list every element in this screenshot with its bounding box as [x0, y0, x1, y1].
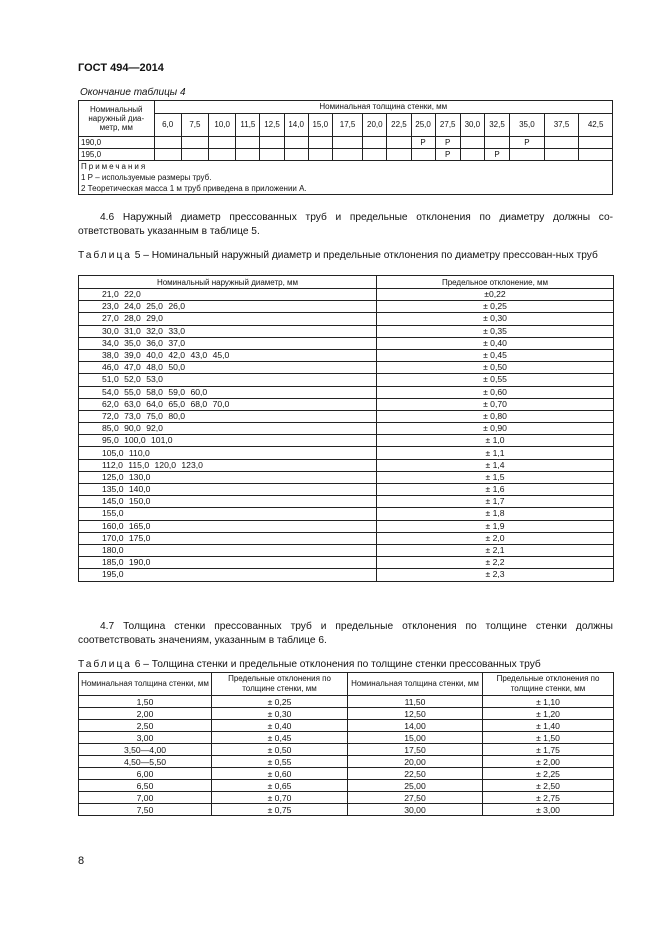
table-row	[79, 744, 614, 756]
table-row	[79, 569, 614, 581]
paragraph-4-6: 4.6 Наружный диаметр прессованных труб и предельные отклонения по диаметру должны со-ответствовать указанным в таблице 5.	[78, 212, 613, 237]
table5-diameters: 125,0 130,0	[79, 471, 377, 483]
table4-mark-cell	[484, 137, 509, 149]
table4-mark-cell	[387, 149, 411, 161]
table5-diameters: 85,0 90,0 92,0	[79, 423, 377, 435]
table-row	[79, 435, 614, 447]
table4-mark-cell	[308, 149, 332, 161]
table5-deviation: ± 0,40	[377, 337, 614, 349]
table4-mark-cell	[332, 149, 362, 161]
table5-diameters: 72,0 73,0 75,0 80,0	[79, 410, 377, 422]
table-row	[79, 696, 614, 708]
page-number: 8	[78, 855, 85, 867]
table4-thickness-cell: 17,5	[332, 114, 362, 137]
table-row	[79, 301, 614, 313]
table-row	[79, 792, 614, 804]
table-row	[79, 780, 614, 792]
table4-mark-cell: Р	[435, 137, 460, 149]
table4-mark-cell	[308, 137, 332, 149]
table-row	[79, 447, 614, 459]
table5-deviation: ± 0,25	[377, 301, 614, 313]
table5-diameters: 34,0 35,0 36,0 37,0	[79, 337, 377, 349]
table4-mark-cell	[181, 137, 208, 149]
table6-deviation-1: ± 0,70	[212, 792, 348, 804]
table6-header-thickness-2: Номинальная толщина стенки, мм	[348, 673, 483, 696]
table5-caption-word: Таблица	[78, 250, 132, 261]
table6-deviation-1: ± 0,30	[212, 708, 348, 720]
table5-diameters: 180,0	[79, 544, 377, 556]
table6-thickness-1: 1,50	[79, 696, 212, 708]
table6-deviation-1: ± 0,50	[212, 744, 348, 756]
table4-note: 2 Теоретическая масса 1 м труб приведена в приложении А.	[79, 183, 613, 195]
table4-mark-cell	[284, 137, 308, 149]
table6-thickness-1: 2,00	[79, 708, 212, 720]
table4-mark-cell: Р	[411, 137, 435, 149]
table5-deviation: ± 1,4	[377, 459, 614, 471]
table4-mark-cell	[209, 149, 236, 161]
table6-caption-text: 6 – Толщина стенки и предельные отклонения по толщине стенки прессованных труб	[131, 659, 541, 670]
table-row	[79, 720, 614, 732]
table-row	[79, 768, 614, 780]
table4-mark-cell	[411, 149, 435, 161]
table6-thickness-1: 2,50	[79, 720, 212, 732]
table5-deviation: ± 0,80	[377, 410, 614, 422]
paragraph-4-7: 4.7 Толщина стенки прессованных труб и предельные отклонения по толщине стенки должны соответствовать значениям, указанным в таблице 6.	[78, 621, 613, 646]
table4-mark-cell	[460, 137, 484, 149]
table6-deviation-1: ± 0,45	[212, 732, 348, 744]
table6-header-thickness-1: Номинальная толщина стенки, мм	[79, 673, 212, 696]
table4-thickness-cell: 7,5	[181, 114, 208, 137]
table4-notes-title-row	[79, 161, 613, 173]
table4-thickness-cell: 27,5	[435, 114, 460, 137]
table4-thickness-cell: 30,0	[460, 114, 484, 137]
table-row	[79, 149, 613, 161]
table5-deviation: ± 1,9	[377, 520, 614, 532]
table4-mark-cell	[236, 149, 260, 161]
table-row	[79, 804, 614, 816]
table6-deviation-2: ± 1,75	[483, 744, 614, 756]
table5-diameters: 54,0 55,0 58,0 59,0 60,0	[79, 386, 377, 398]
table4-row-header: Номинальный наружный диа-метр, мм	[79, 101, 155, 137]
table5-diameters: 195,0	[79, 569, 377, 581]
table6-deviation-2: ± 2,25	[483, 768, 614, 780]
table6-deviation-2: ± 2,50	[483, 780, 614, 792]
table4-mark-cell: Р	[510, 137, 545, 149]
table4-mark-cell	[579, 137, 613, 149]
table5-deviation: ± 1,5	[377, 471, 614, 483]
table4-thickness-cell: 35,0	[510, 114, 545, 137]
table6-deviation-2: ± 3,00	[483, 804, 614, 816]
table4-mark-cell	[154, 149, 181, 161]
table4-mark-cell: Р	[435, 149, 460, 161]
table6-deviation-1: ± 0,60	[212, 768, 348, 780]
table-row	[79, 557, 614, 569]
table6-deviation-2: ± 1,10	[483, 696, 614, 708]
table5-deviation: ± 1,6	[377, 484, 614, 496]
table6-deviation-2: ± 2,00	[483, 756, 614, 768]
table-row	[79, 398, 614, 410]
table4-thickness-cell: 12,5	[260, 114, 284, 137]
table5-diameters: 105,0 110,0	[79, 447, 377, 459]
table6-caption	[78, 659, 613, 671]
table5-caption-text: 5 – Номинальный наружный диаметр и предельные отклонения по диаметру прессован-ных труб	[131, 250, 598, 261]
table5-deviation: ± 0,35	[377, 325, 614, 337]
table6-thickness-1: 7,50	[79, 804, 212, 816]
table-row	[79, 756, 614, 768]
table5-diameters: 62,0 63,0 64,0 65,0 68,0 70,0	[79, 398, 377, 410]
table5-deviation: ±0,22	[377, 289, 614, 301]
table4-mark-cell	[154, 137, 181, 149]
table5-diameters: 170,0 175,0	[79, 532, 377, 544]
table4-diameter-cell: 190,0	[79, 137, 155, 149]
table4-mark-cell	[363, 149, 387, 161]
table5-deviation: ± 0,30	[377, 313, 614, 325]
table6-deviation-2: ± 1,20	[483, 708, 614, 720]
table4-diameter-cell: 195,0	[79, 149, 155, 161]
table-row	[79, 508, 614, 520]
table4-note: 1 Р – используемые размеры труб.	[79, 172, 613, 183]
table5-diameters: 155,0	[79, 508, 377, 520]
table4-mark-cell	[579, 149, 613, 161]
table5-diameters: 112,0 115,0 120,0 123,0	[79, 459, 377, 471]
table5-header-diameter: Номинальный наружный диаметр, мм	[79, 276, 377, 289]
table5-diameters: 27,0 28,0 29,0	[79, 313, 377, 325]
table4-header-row	[79, 101, 613, 114]
table-row	[79, 325, 614, 337]
table6-deviation-1: ± 0,65	[212, 780, 348, 792]
table5-deviation: ± 1,7	[377, 496, 614, 508]
table4-thickness-cell: 10,0	[209, 114, 236, 137]
table4-thickness-cell: 37,5	[544, 114, 579, 137]
table6-header-deviation-2: Предельные отклонения по толщине стенки, мм	[483, 673, 614, 696]
table6-thickness-2: 30,00	[348, 804, 483, 816]
table5-caption	[78, 250, 613, 262]
table-row	[79, 496, 614, 508]
table5-deviation: ± 2,3	[377, 569, 614, 581]
table-row	[79, 708, 614, 720]
table6-thickness-1: 4,50—5,50	[79, 756, 212, 768]
table5-diameters: 30,0 31,0 32,0 33,0	[79, 325, 377, 337]
table-row	[79, 137, 613, 149]
table-row	[79, 544, 614, 556]
table6-thickness-1: 3,50—4,00	[79, 744, 212, 756]
table5-deviation: ± 0,60	[377, 386, 614, 398]
table-row	[79, 423, 614, 435]
table-row	[79, 374, 614, 386]
table-6	[78, 672, 614, 816]
table6-thickness-2: 22,50	[348, 768, 483, 780]
table5-deviation: ± 0,55	[377, 374, 614, 386]
table4-thickness-cell: 14,0	[284, 114, 308, 137]
table6-thickness-1: 6,50	[79, 780, 212, 792]
table4-mark-cell	[260, 149, 284, 161]
table4-note-row	[79, 183, 613, 195]
table6-deviation-2: ± 1,50	[483, 732, 614, 744]
table5-diameters: 135,0 140,0	[79, 484, 377, 496]
table4-thickness-cell: 20,0	[363, 114, 387, 137]
table4-mark-cell	[236, 137, 260, 149]
table6-deviation-1: ± 0,75	[212, 804, 348, 816]
table-row	[79, 732, 614, 744]
table6-caption-word: Таблица	[78, 659, 132, 670]
table-5	[78, 275, 614, 582]
table6-deviation-2: ± 1,40	[483, 720, 614, 732]
table4-mark-cell	[181, 149, 208, 161]
table6-thickness-1: 3,00	[79, 732, 212, 744]
table5-diameters: 51,0 52,0 53,0	[79, 374, 377, 386]
table4-mark-cell	[544, 149, 579, 161]
table4-mark-cell	[209, 137, 236, 149]
table-row	[79, 532, 614, 544]
table-row	[79, 386, 614, 398]
table4-col-header: Номинальная толщина стенки, мм	[154, 101, 612, 114]
table5-diameters: 160,0 165,0	[79, 520, 377, 532]
table5-deviation: ± 1,1	[377, 447, 614, 459]
table4-thickness-cell: 32,5	[484, 114, 509, 137]
table5-deviation: ± 0,70	[377, 398, 614, 410]
table4-mark-cell: Р	[484, 149, 509, 161]
table5-deviation: ± 0,90	[377, 423, 614, 435]
table6-thickness-2: 11,50	[348, 696, 483, 708]
table6-thickness-2: 20,00	[348, 756, 483, 768]
table-row	[79, 410, 614, 422]
table4-thickness-row	[79, 114, 613, 137]
table4-mark-cell	[363, 137, 387, 149]
table6-thickness-1: 7,00	[79, 792, 212, 804]
table4-thickness-cell: 22,5	[387, 114, 411, 137]
table5-deviation: ± 0,50	[377, 362, 614, 374]
table4-thickness-cell: 11,5	[236, 114, 260, 137]
table-row	[79, 313, 614, 325]
table4-mark-cell	[387, 137, 411, 149]
table6-thickness-1: 6,00	[79, 768, 212, 780]
table-row	[79, 459, 614, 471]
table4-mark-cell	[260, 137, 284, 149]
table-row	[79, 484, 614, 496]
table4-mark-cell	[284, 149, 308, 161]
table6-thickness-2: 12,50	[348, 708, 483, 720]
table5-diameters: 23,0 24,0 25,0 26,0	[79, 301, 377, 313]
table-row	[79, 520, 614, 532]
table6-deviation-1: ± 0,25	[212, 696, 348, 708]
table5-diameters: 145,0 150,0	[79, 496, 377, 508]
table5-diameters: 46,0 47,0 48,0 50,0	[79, 362, 377, 374]
table5-deviation: ± 2,1	[377, 544, 614, 556]
table5-diameters: 95,0 100,0 101,0	[79, 435, 377, 447]
table4-notes-title: Примечания	[79, 161, 613, 173]
table4-thickness-cell: 25,0	[411, 114, 435, 137]
table4-thickness-cell: 42,5	[579, 114, 613, 137]
table5-deviation: ± 2,0	[377, 532, 614, 544]
document-header: ГОСТ 494—2014	[78, 62, 164, 74]
table-4-end	[78, 100, 613, 195]
table6-thickness-2: 14,00	[348, 720, 483, 732]
table4-mark-cell	[460, 149, 484, 161]
table6-deviation-1: ± 0,55	[212, 756, 348, 768]
table4-mark-cell	[332, 137, 362, 149]
table6-thickness-2: 25,00	[348, 780, 483, 792]
table6-thickness-2: 27,50	[348, 792, 483, 804]
table6-thickness-2: 17,50	[348, 744, 483, 756]
table-row	[79, 349, 614, 361]
table-row	[79, 337, 614, 349]
table-row	[79, 362, 614, 374]
table5-diameters: 21,0 22,0	[79, 289, 377, 301]
table5-deviation: ± 1,8	[377, 508, 614, 520]
table-row	[79, 471, 614, 483]
table4-mark-cell	[510, 149, 545, 161]
table5-deviation: ± 0,45	[377, 349, 614, 361]
table6-deviation-2: ± 2,75	[483, 792, 614, 804]
table6-thickness-2: 15,00	[348, 732, 483, 744]
table4-mark-cell	[544, 137, 579, 149]
table5-header-deviation: Предельное отклонение, мм	[377, 276, 614, 289]
table5-diameters: 185,0 190,0	[79, 557, 377, 569]
table4-caption: Окончание таблицы 4	[80, 87, 186, 98]
table5-diameters: 38,0 39,0 40,0 42,0 43,0 45,0	[79, 349, 377, 361]
table4-note-row	[79, 172, 613, 183]
table6-header-deviation-1: Предельные отклонения по толщине стенки, мм	[212, 673, 348, 696]
table-row	[79, 289, 614, 301]
table5-deviation: ± 1,0	[377, 435, 614, 447]
table4-thickness-cell: 15,0	[308, 114, 332, 137]
table4-thickness-cell: 6,0	[154, 114, 181, 137]
table6-deviation-1: ± 0,40	[212, 720, 348, 732]
table5-deviation: ± 2,2	[377, 557, 614, 569]
